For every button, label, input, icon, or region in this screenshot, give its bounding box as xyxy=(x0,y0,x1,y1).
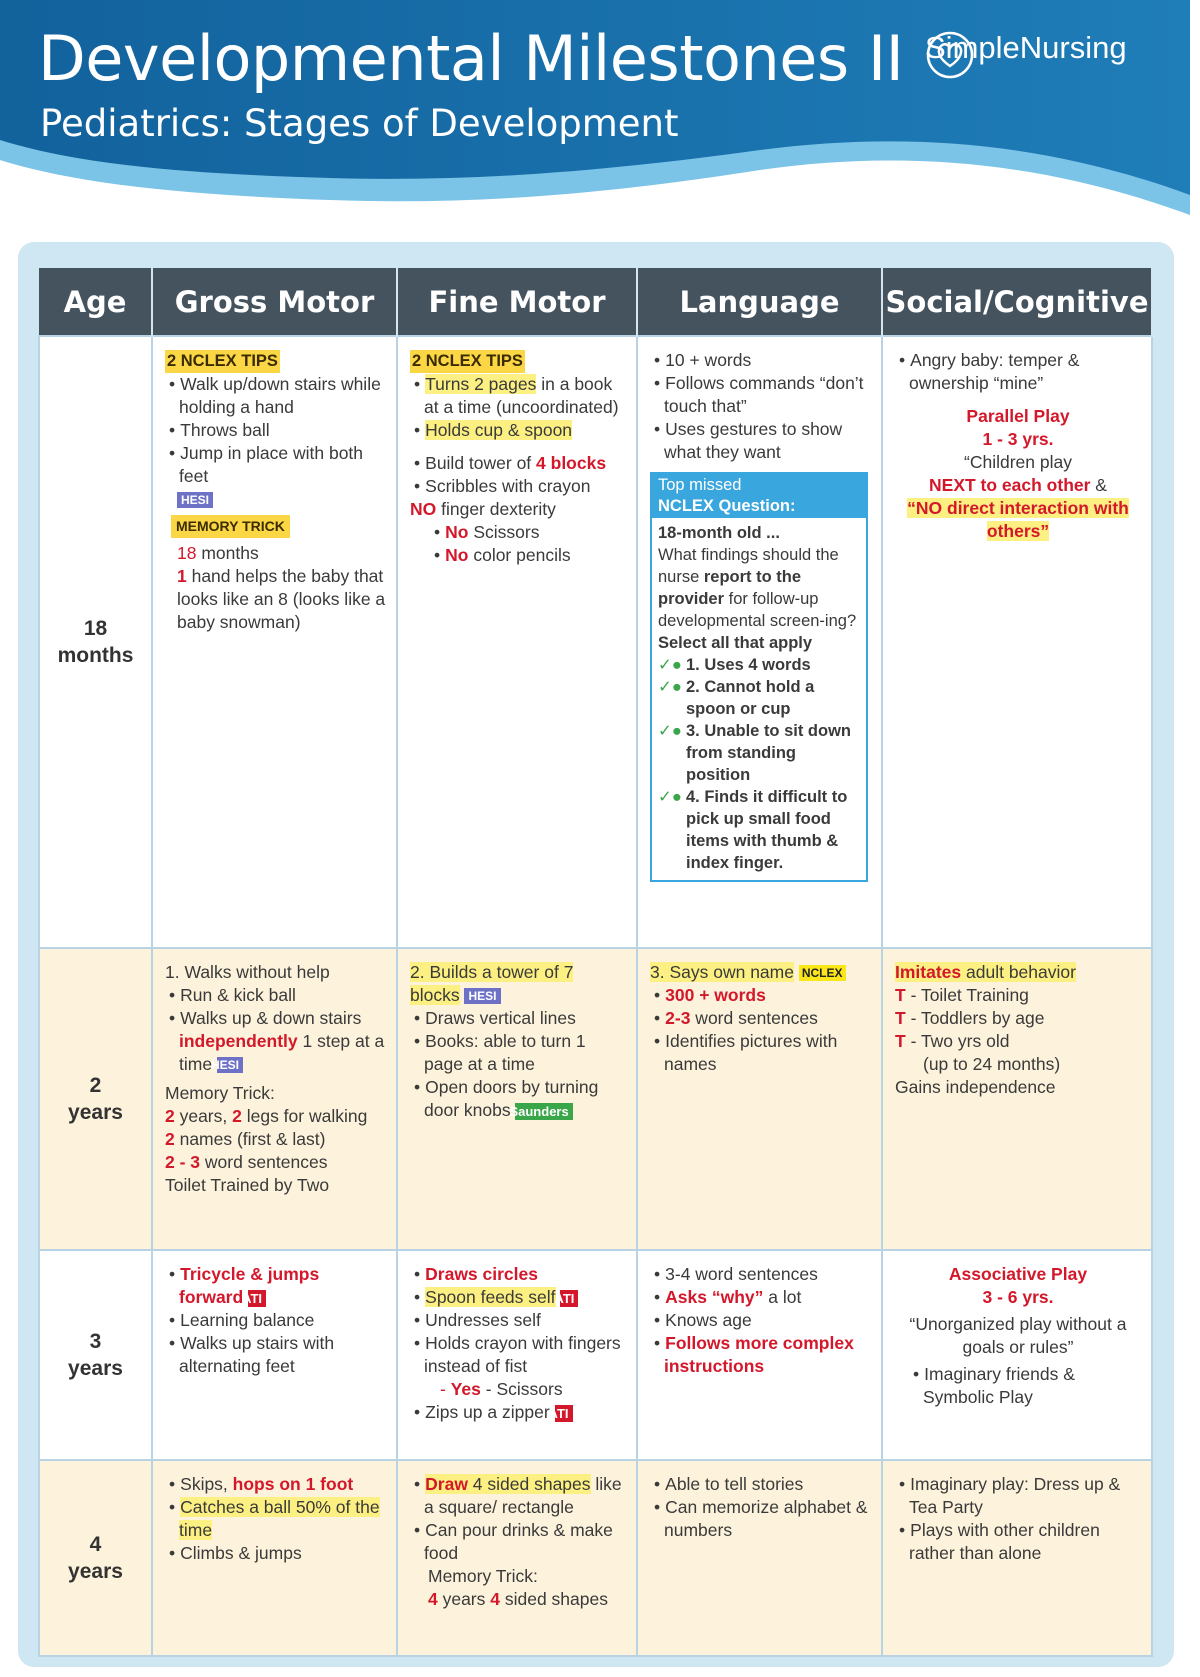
check-icon: ✓● xyxy=(658,722,682,740)
answer-option: ✓● 2. Cannot hold a spoon or cup xyxy=(658,678,815,718)
list-item: • Catches a ball 50% of the time xyxy=(165,1496,386,1542)
hesi-badge: HESI xyxy=(464,988,500,1004)
table-row xyxy=(39,1460,1152,1656)
list-item: • Holds crayon with fingers instead of fist xyxy=(410,1332,626,1378)
list-item: • 2-3 word sentences xyxy=(650,1007,871,1030)
list-item: • Knows age xyxy=(650,1309,871,1332)
list-item: • Can pour drinks & make food xyxy=(410,1519,626,1565)
gross-motor-cell xyxy=(152,1250,397,1460)
language-cell xyxy=(637,1250,882,1460)
memory-trick-badge: MEMORY TRICK xyxy=(171,515,290,538)
list-item: • 10 + words xyxy=(650,349,871,372)
list-item: • Turns 2 pages in a book at a time (uncoordinated) xyxy=(410,373,626,419)
language-cell xyxy=(637,1460,882,1656)
nclex-tips-badge: 2 NCLEX TIPS xyxy=(410,350,525,373)
heart-logo-icon xyxy=(925,30,975,80)
list-item: • Follows commands “don’t touch that” xyxy=(650,372,871,418)
age-cell: 3 years xyxy=(39,1250,152,1460)
play-type: Associative Play xyxy=(948,1264,1088,1284)
brand-name: SimpleNursing xyxy=(925,30,1127,65)
memory-line: 18 months xyxy=(177,543,259,563)
check-icon: ✓● xyxy=(658,678,682,696)
hesi-badge: HESI xyxy=(177,492,213,508)
question-body: 18-month old ... What findings should the nurse report to the provider for follow-up developmental screen-ing? Select all that apply ✓● 1. Uses 4 words ✓● 2. Cannot hold a spoon or cup ✓● 3. Unable to sit down from standing position ✓● 4. Finds it difficult to pick up small food items with thumb & index finger. xyxy=(652,518,866,880)
fine-motor-cell: • Draw 4 sided shapes like a square/ rectangle • Can pour drinks & make food Memory Trick: 4 years 4 sided shapes xyxy=(397,1460,637,1656)
hesi-badge: HESI xyxy=(217,1057,243,1073)
nclex-tips-badge: 2 NCLEX TIPS xyxy=(165,350,280,373)
check-icon: ✓● xyxy=(658,788,682,806)
list-item: • Tricycle & jumps forward ATI xyxy=(165,1263,386,1309)
age-cell: 2 years xyxy=(39,948,152,1250)
header-language: Language xyxy=(637,268,882,336)
list-item: • Zips up a zipper ATI xyxy=(410,1401,626,1424)
question-header: Top missed NCLEX Question: xyxy=(652,474,866,518)
list-item: • Walk up/down stairs while holding a hand xyxy=(165,373,386,419)
list-item: • Walks up stairs with alternating feet xyxy=(165,1332,386,1378)
table-row xyxy=(39,1250,1152,1460)
list-item: • Plays with other children rather than alone xyxy=(895,1519,1141,1565)
table-header-row xyxy=(39,268,1152,336)
list-item: • Spoon feeds self ATI xyxy=(410,1286,626,1309)
brand-logo xyxy=(925,30,1127,66)
list-item: • Imaginary play: Dress up & Tea Party xyxy=(895,1473,1141,1519)
page-subtitle: Pediatrics: Stages of Development xyxy=(40,102,679,145)
fine-motor-cell: • Draws circles • Spoon feeds self ATI • Undresses self • Holds crayon with fingers instead of fist - Yes - Scissors • Zips up a zipper ATI xyxy=(397,1250,637,1460)
answer-option: ✓● 4. Finds it difficult to pick up small food items with thumb & index finger. xyxy=(658,788,848,872)
ati-badge: ATI xyxy=(555,1405,573,1422)
gross-motor-cell xyxy=(152,1460,397,1656)
table-row xyxy=(39,948,1152,1250)
list-item: • No Scissors xyxy=(410,521,626,544)
no-dexterity-line: NO finger dexterity xyxy=(410,499,556,519)
age-cell xyxy=(39,336,152,948)
gross-motor-cell xyxy=(152,336,397,948)
list-item: • Undresses self xyxy=(410,1309,626,1332)
header-age: Age xyxy=(39,268,152,336)
social-cognitive-cell: • Angry baby: temper & ownership “mine” Parallel Play 1 - 3 yrs. “Children play NEXT to each other & “NO direct interaction with others” xyxy=(882,336,1152,948)
list-item: • Asks “why” a lot xyxy=(650,1286,871,1309)
list-item: • Draw 4 sided shapes like a square/ rectangle xyxy=(410,1473,626,1519)
milestones-table xyxy=(38,268,1153,1657)
check-icon: ✓● xyxy=(658,656,682,674)
list-item: • Draws vertical lines xyxy=(410,1007,626,1030)
list-item: • Walks up & down stairs independently 1 step at a time HESI xyxy=(165,1007,386,1076)
table-row xyxy=(39,336,1152,948)
header-fine-motor: Fine Motor xyxy=(397,268,637,336)
list-item: • Draws circles xyxy=(410,1263,626,1286)
list-item: • Build tower of 4 blocks xyxy=(410,452,626,475)
list-item: • Learning balance xyxy=(165,1309,386,1332)
list-item: • Identifies pictures with names xyxy=(650,1030,871,1076)
header-gross-motor: Gross Motor xyxy=(152,268,397,336)
list-item: • Imaginary friends & Symbolic Play xyxy=(895,1363,1141,1409)
list-item: • Can memorize alphabet & numbers xyxy=(650,1496,871,1542)
ati-badge: ATI xyxy=(248,1290,266,1307)
age-unit: months xyxy=(57,644,134,667)
list-item: • Angry baby: temper & ownership “mine” xyxy=(895,349,1141,395)
list-item: • Climbs & jumps xyxy=(165,1542,386,1565)
list-item: • Open doors by turning door knobs Saunders xyxy=(410,1076,626,1122)
header-social-cognitive: Social/Cognitive xyxy=(882,268,1152,336)
header-banner xyxy=(0,0,1190,250)
list-item: • Follows more complex instructions xyxy=(650,1332,871,1378)
ati-badge: ATI xyxy=(560,1290,578,1307)
list-item: • Throws ball xyxy=(165,419,386,442)
social-cognitive-cell xyxy=(882,1460,1152,1656)
list-item: • Skips, hops on 1 foot xyxy=(165,1473,386,1496)
list-item: • No color pencils xyxy=(410,544,626,567)
list-item: • Scribbles with crayon xyxy=(410,475,626,498)
list-item: • Holds cup & spoon xyxy=(410,419,626,442)
play-years: 1 - 3 yrs. xyxy=(982,429,1054,449)
gross-motor-cell: 1. Walks without help • Run & kick ball • Walks up & down stairs independently 1 step at a time HESI Memory Trick: 2 years, 2 legs for walking 2 names (first & last) 2 - 3 word sentences Toilet Trained by Two xyxy=(152,948,397,1250)
age-number: 18 xyxy=(83,617,108,640)
list-item: • 300 + words xyxy=(650,984,871,1007)
list-item: • Able to tell stories xyxy=(650,1473,871,1496)
social-cognitive-cell: Associative Play 3 - 6 yrs. “Unorganized play without a goals or rules” • Imaginary friends & Symbolic Play xyxy=(882,1250,1152,1460)
nclex-question-box xyxy=(650,472,868,882)
language-cell: 3. Says own name NCLEX • 300 + words • 2-3 word sentences • Identifies pictures with names xyxy=(637,948,882,1250)
social-cognitive-cell: Imitates adult behavior T - Toilet Training T - Toddlers by age T - Two yrs old (up to 24 months) Gains independence xyxy=(882,948,1152,1250)
nclex-badge: NCLEX xyxy=(799,965,846,981)
list-item: • 3-4 word sentences xyxy=(650,1263,871,1286)
language-cell xyxy=(637,336,882,948)
play-years: 3 - 6 yrs. xyxy=(982,1287,1054,1307)
fine-motor-cell: 2. Builds a tower of 7 blocks HESI • Draws vertical lines • Books: able to turn 1 page at a time • Open doors by turning door knobs Saunders xyxy=(397,948,637,1250)
list-item: • Books: able to turn 1 page at a time xyxy=(410,1030,626,1076)
play-type: Parallel Play xyxy=(966,406,1070,426)
fine-motor-cell xyxy=(397,336,637,948)
age-cell: 4 years xyxy=(39,1460,152,1656)
answer-option: ✓● 3. Unable to sit down from standing position xyxy=(658,722,852,784)
list-item: • Uses gestures to show what they want xyxy=(650,418,871,464)
answer-option: ✓● 1. Uses 4 words xyxy=(658,656,811,674)
list-item: • Jump in place with both feet xyxy=(165,442,386,488)
list-item: • Run & kick ball xyxy=(165,984,386,1007)
saunders-badge: Saunders xyxy=(515,1103,572,1120)
page-title: Developmental Milestones II xyxy=(38,22,904,95)
memory-line: 1 hand helps the baby that looks like an 8 (looks like a baby snowman) xyxy=(177,566,386,632)
